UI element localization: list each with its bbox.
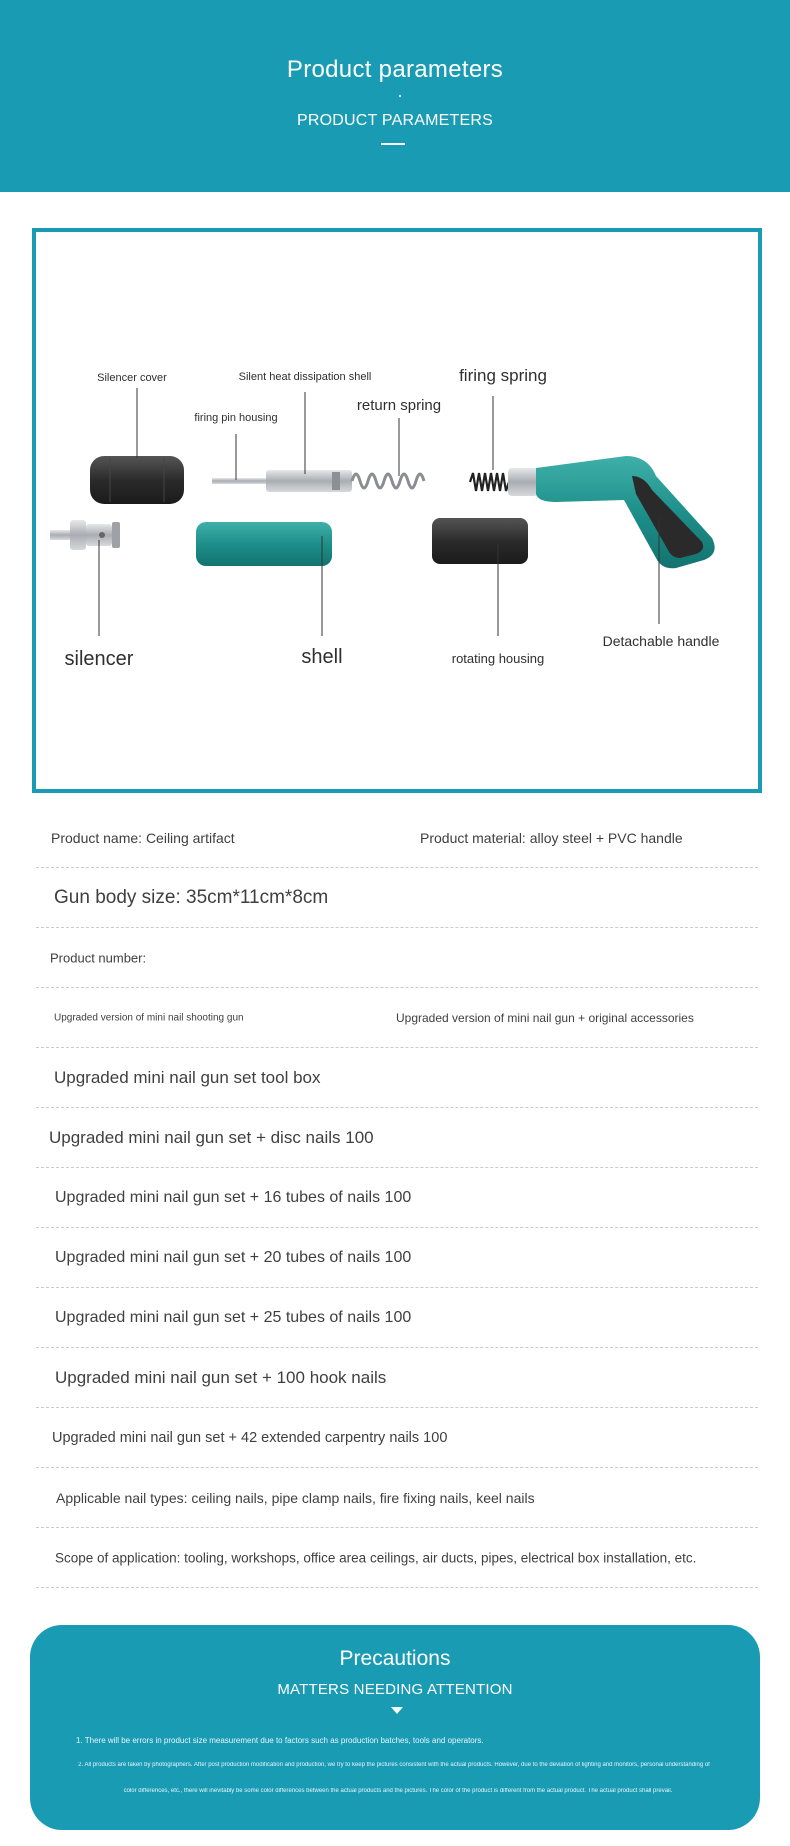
params-row [36,808,758,868]
params-row [36,988,758,1048]
params-row [36,928,758,988]
params-row [36,1528,758,1588]
set-tool-box: Upgraded mini nail gun set tool box [54,1067,321,1087]
precautions-panel [30,1625,760,1830]
application-scope: Scope of application: tooling, workshops, office area ceilings, air ducts, pipes, electrical box installation, etc. [55,1550,697,1565]
rotating-housing-part [432,518,528,564]
exploded-diagram [32,228,762,793]
label-heat-shell: Silent heat dissipation shell [238,371,372,383]
diagram-svg [36,232,758,789]
nail-types: Applicable nail types: ceiling nails, pipe clamp nails, fire fixing nails, keel nails [56,1489,535,1506]
version-b: Upgraded version of mini nail gun + original accessories [396,1010,694,1025]
params-row [36,868,758,928]
set-42-nails: Upgraded mini nail gun set + 42 extended carpentry nails 100 [52,1429,448,1446]
precaution-note-3: color differences, etc., there will inevitably be some color differences between the actual products and the pictures. The color of the product is different from the actual product. The actual product shall prevail. [123,1788,673,1794]
set-disc-nails: Upgraded mini nail gun set + disc nails 100 [49,1127,374,1147]
precaution-note-2: 2. All products are taken by photographers. After post production modification and production, we try to keep the pictures consistent with the actual products. However, due to the deviation of lighting and monitors, personal understanding of [78,1762,710,1768]
firing-pin-part [212,470,352,492]
set-16-tubes: Upgraded mini nail gun set + 16 tubes of nails 100 [55,1188,412,1206]
label-firing-pin-housing: firing pin housing [194,412,278,424]
title-dot [399,95,401,97]
page-subtitle: PRODUCT PARAMETERS [297,112,493,129]
params-row [36,1168,758,1228]
version-a: Upgraded version of mini nail shooting gun [54,1012,244,1023]
precaution-note-1: 1. There will be errors in product size measurement due to factors such as production batches, tools and operators. [76,1736,484,1745]
params-row [36,1048,758,1108]
chevron-down-icon [391,1707,403,1714]
silencer-cover-part [90,456,184,504]
label-return-spring: return spring [356,397,442,414]
label-silencer: silencer [64,648,134,670]
product-number: Product number: [50,950,147,965]
leader-lines [99,388,659,636]
set-25-tubes: Upgraded mini nail gun set + 25 tubes of nails 100 [55,1308,412,1326]
title-underline [381,143,405,145]
precautions-subtitle: MATTERS NEEDING ATTENTION [277,1681,513,1698]
page-title: Product parameters [286,56,504,83]
label-rotating-housing: rotating housing [451,651,545,666]
label-detachable-handle: Detachable handle [602,633,720,649]
params-row [36,1468,758,1528]
precautions-title: Precautions [339,1647,451,1670]
silencer-part [50,520,120,550]
params-row [36,1288,758,1348]
detachable-handle-part [508,456,715,568]
label-shell: shell [301,646,343,668]
header-banner [0,0,790,192]
return-spring-part [352,474,424,488]
label-firing-spring: firing spring [459,366,547,385]
params-row [36,1228,758,1288]
params-row [36,1408,758,1468]
firing-spring-part [470,473,509,491]
set-hook-nails: Upgraded mini nail gun set + 100 hook nails [55,1367,387,1387]
params-row [36,1348,758,1408]
gun-size: Gun body size: 35cm*11cm*8cm [54,886,329,908]
product-name: Product name: Ceiling artifact [51,829,235,846]
params-row [36,1108,758,1168]
product-material: Product material: alloy steel + PVC handle [420,829,683,846]
label-silencer-cover: Silencer cover [97,372,167,384]
set-20-tubes: Upgraded mini nail gun set + 20 tubes of nails 100 [55,1248,412,1266]
parameters-list [36,808,758,1588]
shell-part [196,522,332,566]
